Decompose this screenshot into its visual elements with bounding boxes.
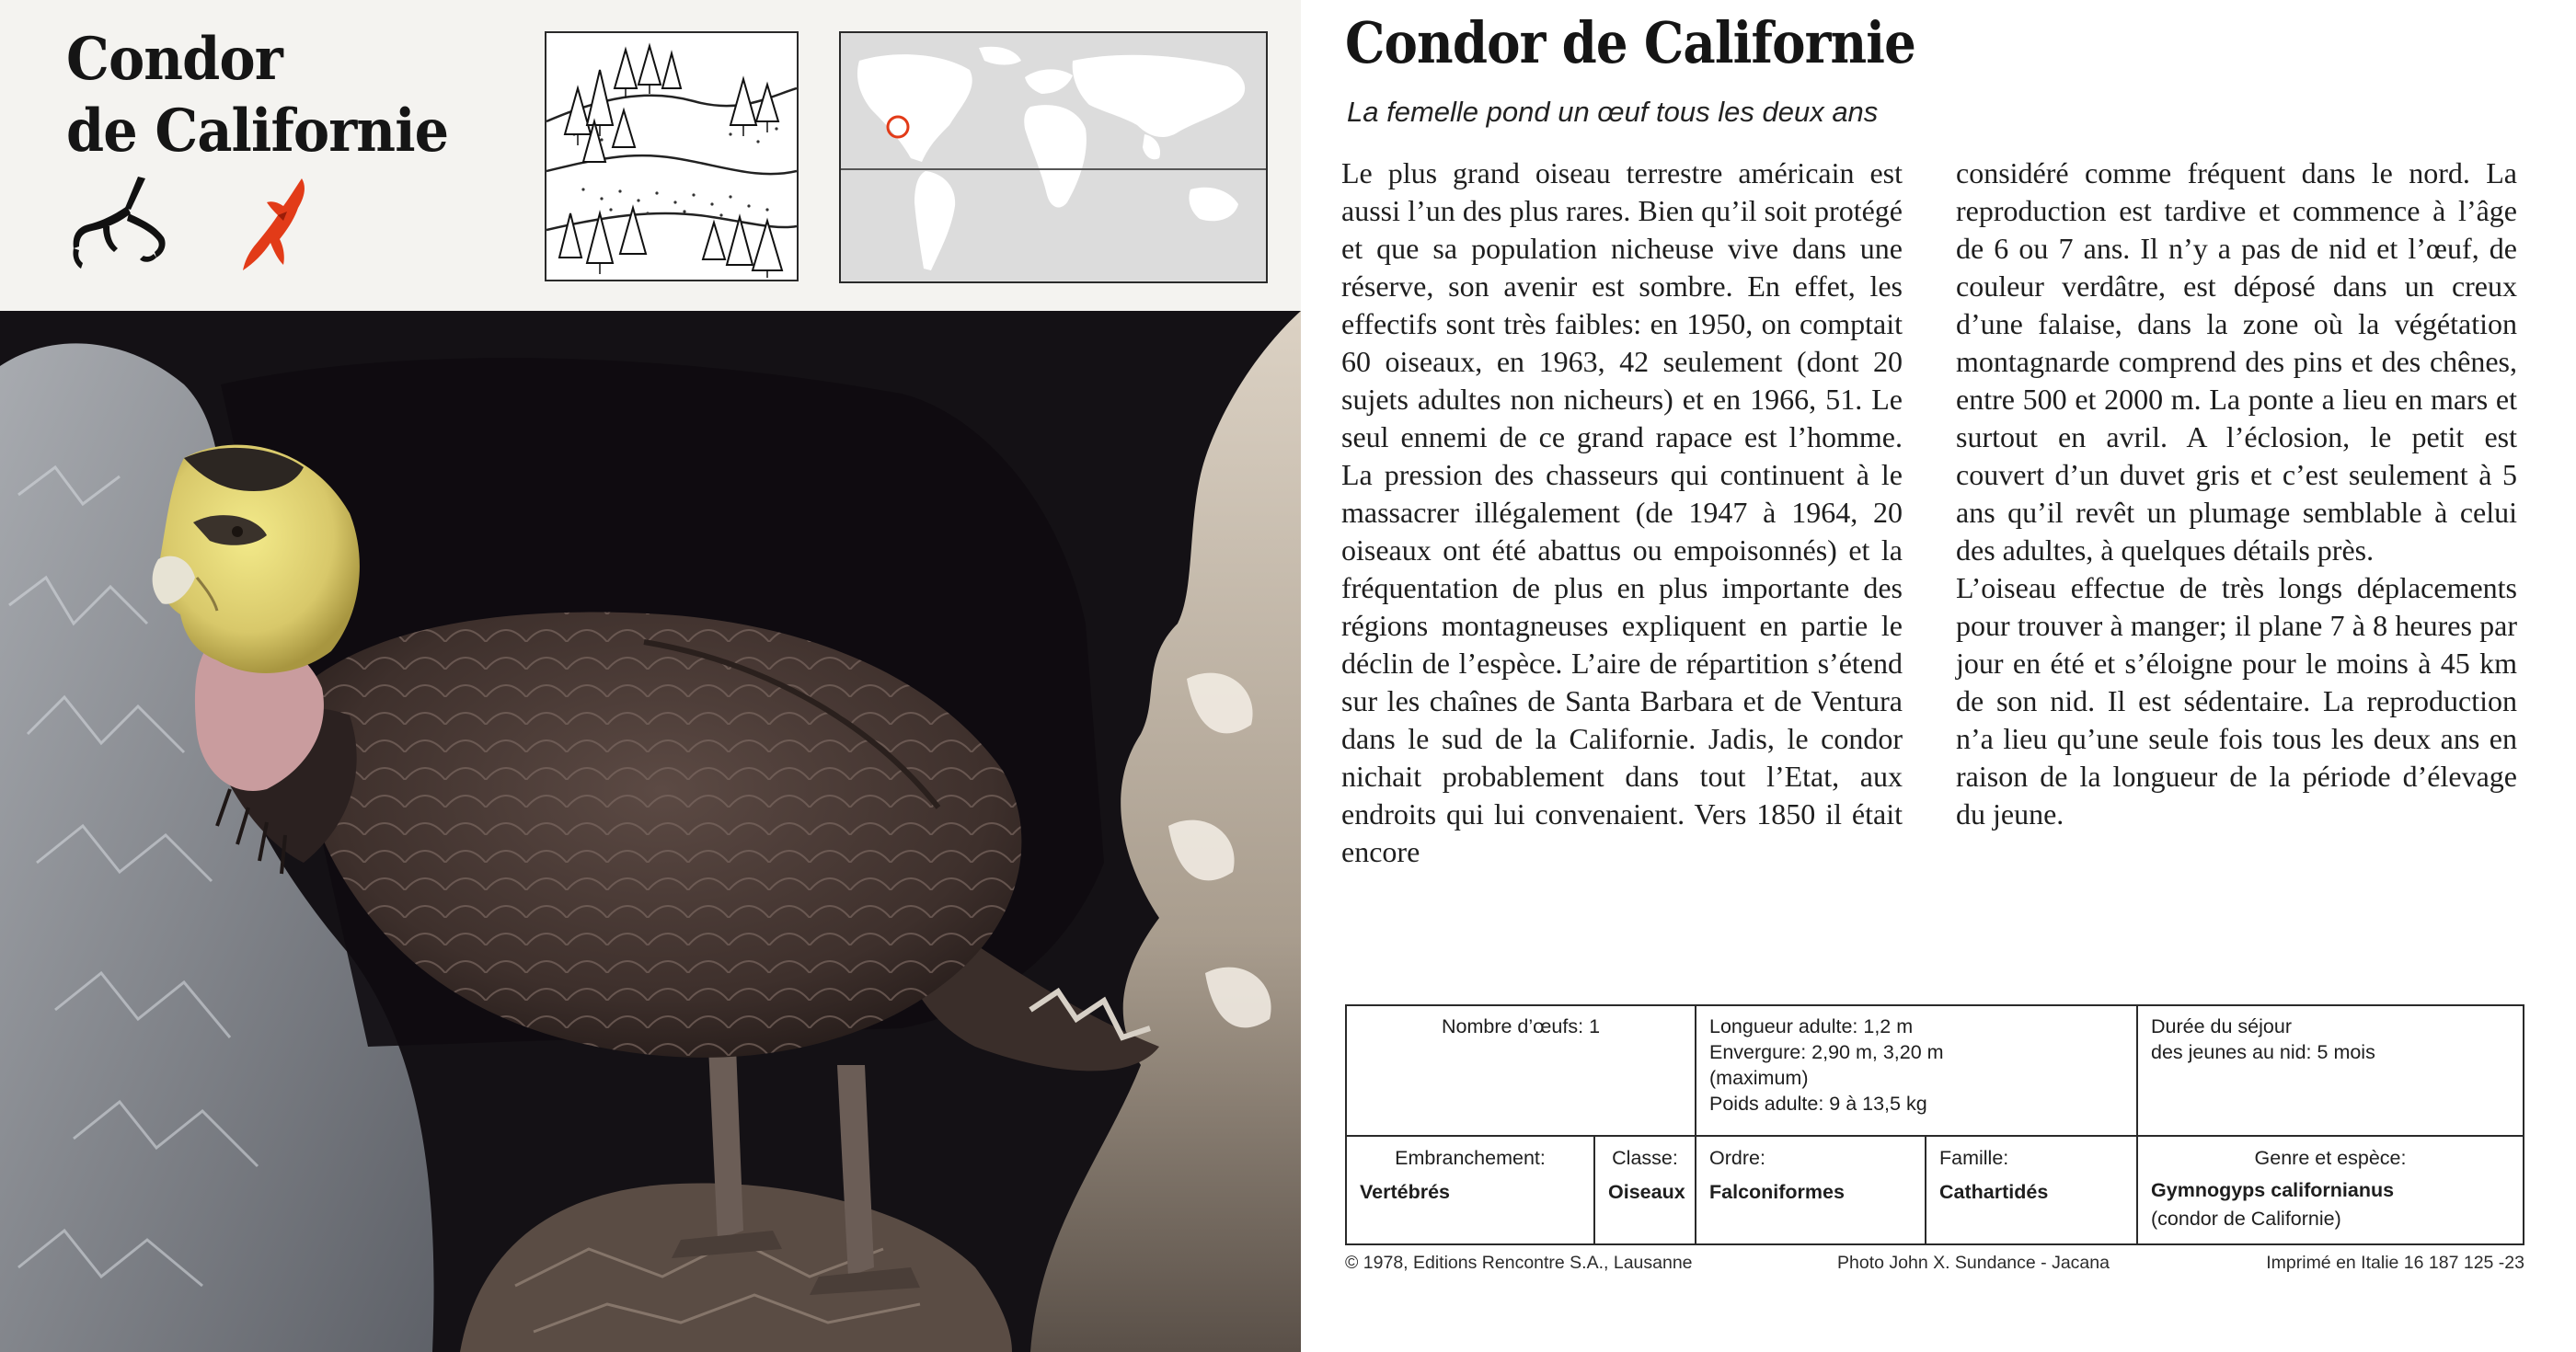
- back-title: Condor de Californie: [1345, 9, 1915, 76]
- order-label: Ordre:: [1709, 1147, 1765, 1169]
- wingspan: Envergure: 2,90 m, 3,20 m: [1709, 1041, 1944, 1063]
- adult-weight: Poids adulte: 9 à 13,5 kg: [1709, 1093, 1927, 1115]
- genus-label: Genre et espèce:: [2254, 1147, 2407, 1169]
- copyright: © 1978, Editions Rencontre S.A., Lausanne: [1345, 1253, 1693, 1273]
- genus-value: Gymnogyps californianus: [2151, 1179, 2395, 1201]
- adult-length: Longueur adulte: 1,2 m: [1709, 1015, 1914, 1037]
- print-info: Imprimé en Italie 16 187 125 -23: [2266, 1253, 2524, 1273]
- common-name: (condor de Californie): [2151, 1208, 2341, 1230]
- talon-icon: [66, 173, 177, 276]
- nest-stay-line2: des jeunes au nid: 5 mois: [2151, 1041, 2375, 1063]
- class-value: Oiseaux: [1608, 1181, 1685, 1203]
- front-title: [66, 24, 448, 167]
- class-label: Classe:: [1612, 1147, 1678, 1169]
- phylum-value: Vertébrés: [1360, 1181, 1451, 1203]
- order-cell: [1696, 1136, 1926, 1244]
- phylum-cell: [1346, 1136, 1594, 1244]
- order-value: Falconiformes: [1709, 1181, 1845, 1203]
- front-title-line1: Condor: [66, 25, 282, 94]
- article-column-2: [1956, 155, 2517, 833]
- family-value: Cathartidés: [1939, 1181, 2049, 1203]
- photo-credit: Photo John X. Sundance - Jacana: [1837, 1253, 2110, 1273]
- article-paragraph: considéré comme fréquent dans le nord. La reproduction est tardive et commence à l’âge de 6 ou 7 ans. Il n’y a pas de nid et l’œuf, de couleur verdâtre, est déposé dans un creux d’une falaise, dans la zone où la végétation montagnarde comprend des pins et des chênes, entre 500 et 2000 m. La ponte a lieu en mars et surtout en avril. A l’éclosion, le petit est couvert d’un duvet gris et c’est seulement à 5 ans qu’il revêt un plumage semblable à celui des adultes, à quelques détails près.: [1956, 156, 2517, 567]
- article-column-1: [1341, 155, 1903, 871]
- world-map-icon: [839, 31, 1268, 283]
- article-paragraph: Le plus grand oiseau terrestre américain est aussi l’un des plus rares. Bien qu’il soit protégé et que sa population nicheuse vive dans une réserve, son avenir est sombre. En effet, les effectifs sont très faibles: en 1950, on comptait 60 oiseaux, en 1963, 42 seulement (dont 20 sujets adultes non nicheurs) et en 1966, 51. Le seul ennemi de ce grand rapace est l’homme. La pression des chasseurs qui continuent à le massacrer illégalement (de 1947 à 1964, 20 oiseaux ont été abattus ou empoisonnés) et la fréquentation de plus en plus importante des régions montagneuses expliquent en partie le déclin de l’espèce. L’aire de répartition s’étend sur les chaînes de Santa Barbara et de Ventura dans le sud de la Californie. Jadis, le condor nichait probablement dans tout l’Etat, aux endroits qui lui convenaient. Vers 1850 il était encore: [1341, 156, 1903, 868]
- article-paragraph: L’oiseau effectue de très longs déplacements pour trouver à manger; il plane 7 à 8 heures par jour en été et s’éloigne pour le moins à 45 km de son nid. Il est sédentaire. La reproduction n’a lieu qu’une seule fois tous les deux ans en raison de la longueur de la période d’élevage du jeune.: [1956, 571, 2517, 831]
- class-cell: [1594, 1136, 1696, 1244]
- nest-stay-cell: [2137, 1005, 2524, 1136]
- front-title-line2: de Californie: [66, 97, 449, 166]
- eggs-cell: [1346, 1005, 1696, 1136]
- size-cell: [1696, 1005, 2137, 1136]
- condor-photo: [0, 311, 1301, 1352]
- genus-cell: [2137, 1136, 2524, 1244]
- phylum-label: Embranchement:: [1395, 1147, 1546, 1169]
- back-subtitle: La femelle pond un œuf tous les deux ans: [1347, 96, 1879, 128]
- back-card: [1301, 0, 2576, 1352]
- family-cell: [1926, 1136, 2137, 1244]
- flying-bird-icon: [237, 175, 315, 276]
- eggs-count: Nombre d’œufs: 1: [1441, 1015, 1601, 1037]
- family-label: Famille:: [1939, 1147, 2009, 1169]
- nest-stay-line1: Durée du séjour: [2151, 1015, 2292, 1037]
- fact-table: [1345, 1004, 2524, 1245]
- wingspan-note: (maximum): [1709, 1067, 1809, 1089]
- forest-habitat-illustration: [545, 31, 799, 281]
